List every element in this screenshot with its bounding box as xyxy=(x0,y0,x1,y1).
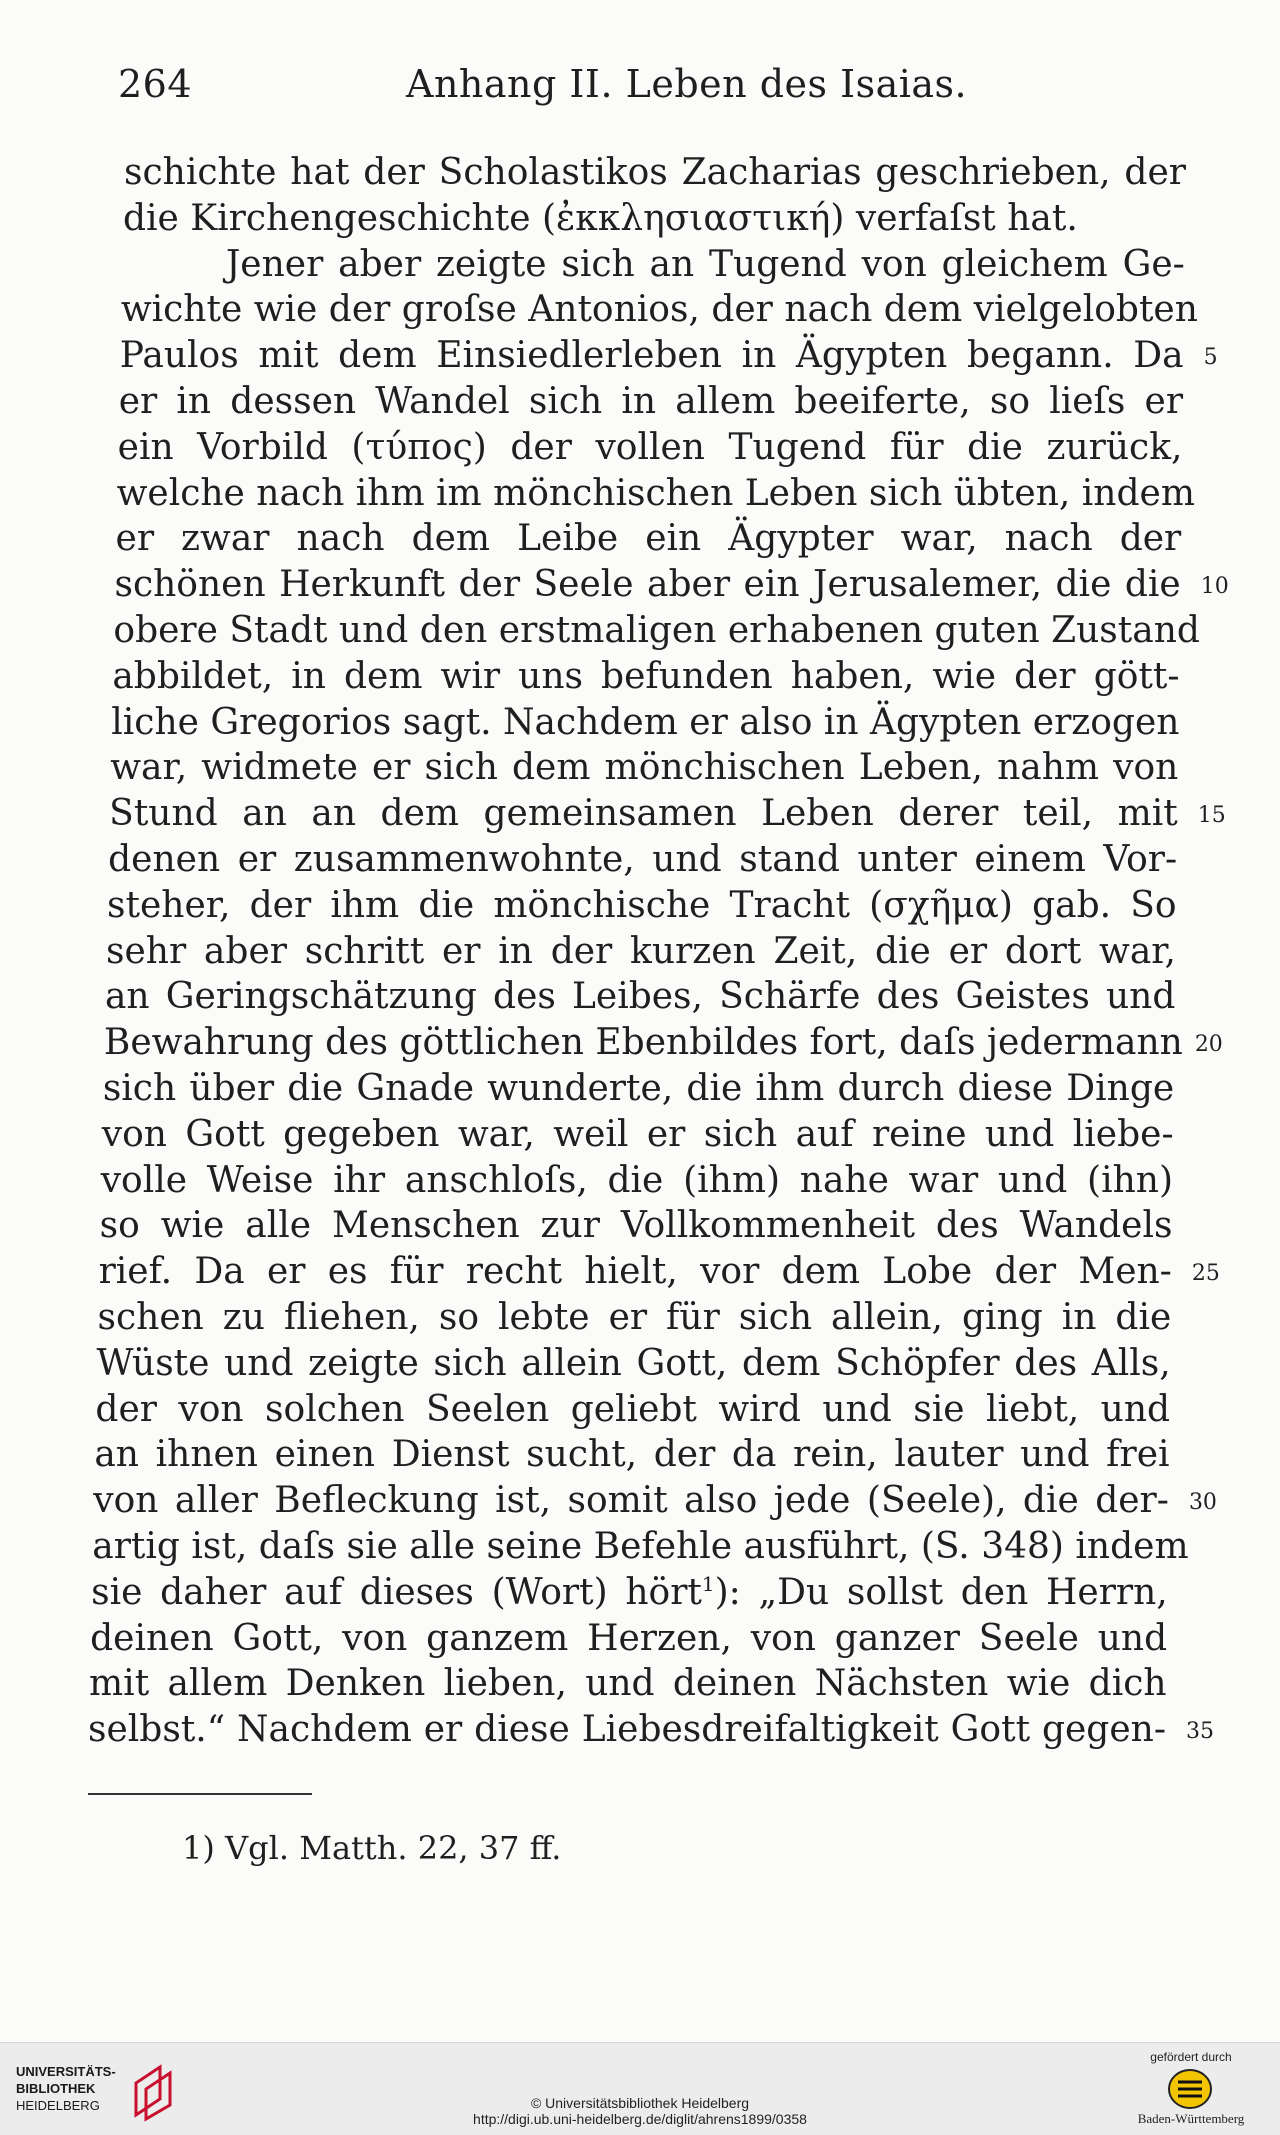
line-text: steher, der ihm die mönchische Tracht (σχῆμα) gab. So xyxy=(107,884,1177,926)
text-line xyxy=(113,608,1200,654)
line-number: 15 xyxy=(1197,803,1226,829)
footnote-reference[interactable]: 1 xyxy=(701,1571,715,1596)
line-text: sehr aber schritt er in der kurzen Zeit, die er dort war, xyxy=(106,930,1176,972)
text-line xyxy=(111,700,1179,746)
line-text: so wie alle Menschen zur Vollkommenheit des Wandels xyxy=(99,1205,1173,1247)
line-text: von Gott gegeben war, weil er sich auf reine und liebe- xyxy=(101,1113,1174,1155)
footnote-rule xyxy=(88,1793,312,1795)
line-text: Jener aber zeigte sich an Tugend von gleichem Ge- xyxy=(225,243,1185,285)
line-text: Stund an an dem gemeinsamen Leben derer teil, mit xyxy=(109,793,1178,835)
line-number: 5 xyxy=(1203,345,1218,371)
line-number: 25 xyxy=(1191,1261,1220,1287)
text-line xyxy=(102,1112,1174,1158)
text-line xyxy=(226,242,1185,288)
line-text: schichte hat der Scholastikos Zacharias geschrieben, der xyxy=(124,152,1186,193)
line-text: schen zu fliehen, so lebte er für sich allein, ging in die xyxy=(97,1297,1172,1338)
line-text: welche nach ihm im mönchischen Leben sich übten, indem xyxy=(116,472,1195,514)
text-line xyxy=(112,654,1179,700)
line-text: an Geringschätzung des Leibes, Schärfe des Geistes und xyxy=(104,976,1176,1018)
line-text: selbst.“ Nachdem er diese Liebesdreifaltigkeit Gott gegen- xyxy=(88,1709,1166,1751)
line-text: von aller Befleckung ist, somit also jede (Seele), die der- xyxy=(93,1480,1169,1522)
text-line xyxy=(114,562,1180,608)
line-text: liche Gregorios sagt. Nachdem er also in Ägypten erzogen xyxy=(111,701,1180,743)
text-line xyxy=(106,929,1176,975)
text-line xyxy=(94,1432,1169,1478)
line-number: 35 xyxy=(1186,1719,1214,1745)
text-line xyxy=(95,1387,1170,1433)
line-text: denen er zusammenwohnte, und stand unter einem Vor- xyxy=(108,839,1178,880)
page-number: 264 xyxy=(118,62,193,106)
line-text: sie daher auf dieses (Wort) hört xyxy=(91,1571,702,1613)
text-line xyxy=(96,1341,1170,1387)
line-text: rief. Da er es für recht hielt, vor dem Lobe der Men- xyxy=(98,1251,1172,1293)
line-text: Bewahrung des göttlichen Ebenbildes fort, daſs jedermann xyxy=(103,1022,1183,1064)
text-line xyxy=(119,379,1183,425)
line-text: er zwar nach dem Leibe ein Ägypter war, nach der xyxy=(115,518,1182,560)
line-text: war, widmete er sich dem mönchischen Leben, nahm von xyxy=(110,747,1179,789)
line-text: deinen Gott, von ganzem Herzen, von ganzer Seele und xyxy=(90,1617,1168,1659)
page-header xyxy=(118,62,1118,112)
line-text: wichte wie der groſse Antonios, der nach dem vielgelobten xyxy=(120,289,1198,331)
library-name-line: BIBLIOTHEK xyxy=(16,2081,96,2096)
text-line xyxy=(93,1478,1169,1524)
footnote xyxy=(182,1825,561,1871)
library-name-line: UNIVERSITÄTS- xyxy=(16,2064,116,2079)
text-line xyxy=(89,1661,1167,1707)
text-line xyxy=(110,745,1178,791)
text-line xyxy=(124,150,1186,196)
text-line xyxy=(108,837,1177,883)
line-text: der von solchen Seelen geliebt wird und sie liebt, und xyxy=(95,1388,1171,1430)
text-line xyxy=(99,1249,1172,1295)
text-line xyxy=(116,516,1182,562)
text-line xyxy=(92,1524,1189,1570)
line-text: sich über die Gnade wunderte, die ihm durch diese Dinge xyxy=(102,1068,1175,1109)
text-line xyxy=(88,1707,1166,1753)
line-number: 20 xyxy=(1194,1032,1223,1058)
line-text: abbildet, in dem wir uns befunden haben, wie der gött- xyxy=(112,655,1180,697)
state-emblem-icon xyxy=(1166,2067,1214,2111)
text-line xyxy=(105,974,1175,1020)
text-line xyxy=(120,287,1198,333)
line-text: an ihnen einen Dienst sucht, der da rein, lauter und frei xyxy=(94,1434,1170,1476)
text-line xyxy=(103,1020,1183,1066)
funding-credit xyxy=(1116,2049,1266,2127)
line-text: volle Weise ihr anschloſs, die (ihm) nahe war und (ihn) xyxy=(100,1159,1174,1201)
line-text: ein Vorbild (τύπος) der vollen Tugend für die zurück, xyxy=(117,426,1183,468)
text-line xyxy=(116,471,1195,517)
funding-label: gefördert durch xyxy=(1150,2050,1232,2064)
line-text: die Kirchengeschichte (ἐκκλησιαστική) verfaſst hat. xyxy=(122,197,1078,239)
line-text: Paulos mit dem Einsiedlerleben in Ägypten begann. Da xyxy=(119,335,1184,377)
viewer-footer xyxy=(0,2042,1280,2135)
text-line xyxy=(101,1158,1173,1204)
permalink[interactable]: http://digi.ub.uni-heidelberg.de/diglit/ahrens1899/0358 xyxy=(473,2111,807,2127)
line-text: schönen Herkunft der Seele aber ein Jerusalemer, die die xyxy=(114,564,1181,606)
funding-state: Baden-Württemberg xyxy=(1137,2111,1245,2126)
text-line xyxy=(107,883,1177,929)
line-text: Wüste und zeigte sich allein Gott, dem Schöpfer des Alls, xyxy=(96,1342,1171,1384)
text-line xyxy=(98,1295,1172,1341)
line-number: 10 xyxy=(1200,574,1229,600)
library-name-line: HEIDELBERG xyxy=(16,2098,100,2113)
footnote-text: Vgl. Matth. 22, 37 ff. xyxy=(225,1829,562,1867)
line-text: obere Stadt und den erstmaligen erhabenen guten Zustand xyxy=(113,610,1200,651)
line-number: 30 xyxy=(1188,1490,1217,1516)
text-line xyxy=(120,333,1184,379)
running-title: Anhang II. Leben des Isaias. xyxy=(406,62,968,106)
text-line xyxy=(90,1616,1167,1662)
line-text-tail: ): „Du sollst den Herrn, xyxy=(714,1571,1168,1613)
text-line xyxy=(100,1203,1173,1249)
text-line xyxy=(118,425,1183,471)
line-text: mit allem Denken lieben, und deinen Nächsten wie dich xyxy=(89,1663,1167,1705)
text-line xyxy=(123,196,1185,242)
text-line xyxy=(103,1066,1174,1112)
footnote-mark: 1) xyxy=(182,1829,215,1867)
text-line xyxy=(91,1570,1168,1616)
line-text: artig ist, daſs sie alle seine Befehle ausführt, (S. 348) indem xyxy=(92,1526,1189,1567)
line-text: er in dessen Wandel sich in allem beeiferte, so lieſs er xyxy=(118,381,1184,422)
text-line xyxy=(109,791,1178,837)
copyright-notice: © Universitätsbibliothek Heidelberg xyxy=(530,2095,750,2111)
